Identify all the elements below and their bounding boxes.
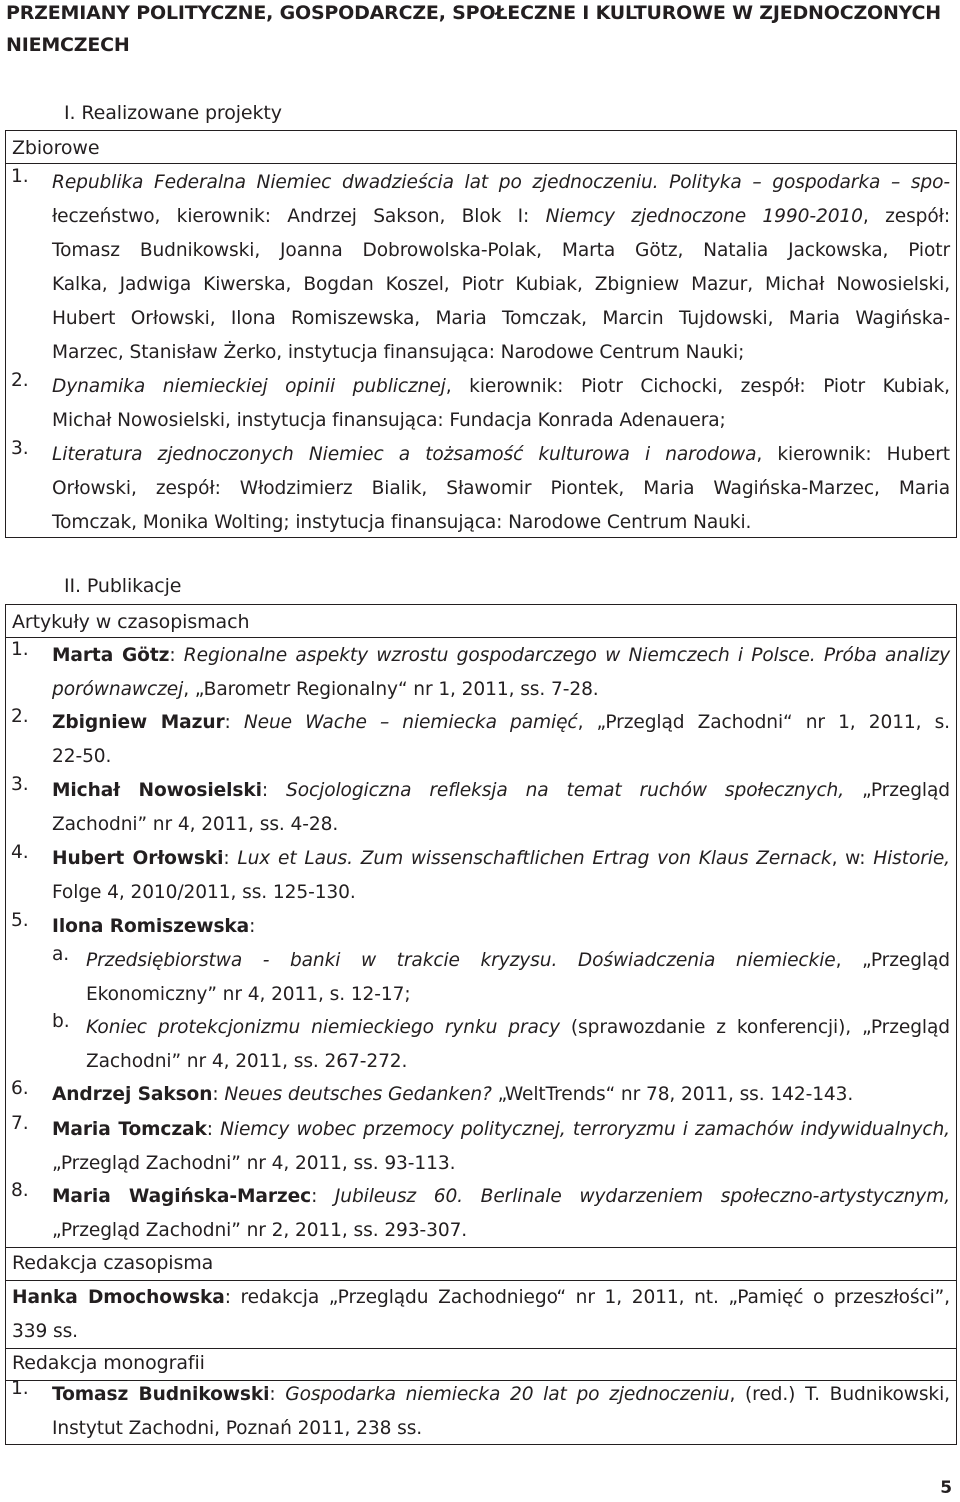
list-number: 1. xyxy=(11,1378,29,1399)
article-author: Maria Tomczak xyxy=(52,1119,207,1140)
articles-divider xyxy=(5,637,957,638)
article-author: Marta Götz xyxy=(52,645,170,666)
list-number: 3. xyxy=(11,774,29,795)
article-source: „WeltTrends“ nr 78, 2011, ss. 142-143. xyxy=(491,1084,854,1105)
article-title: Przedsiębiorstwa - banki w trakcie kryzysu. Doświadczenia niemieckie xyxy=(86,950,836,971)
monograph-title: Gospodarka niemiecka 20 lat po zjednoczeniu xyxy=(285,1384,730,1405)
monograph-item-1 xyxy=(6,1378,950,1446)
monographs-label: Redakcja monografii xyxy=(12,1352,205,1374)
article-source-cont: 22-50. xyxy=(52,746,112,767)
text-segment: , kierownik: Piotr Cichocki, zespół: Piotr Kubiak, xyxy=(445,376,950,397)
list-number: 7. xyxy=(11,1113,29,1134)
article-source-cont: Folge 4, 2010/2011, ss. 125-130. xyxy=(52,882,356,903)
article-author: Hubert Orłowski xyxy=(52,848,224,869)
article-item-4 xyxy=(6,842,950,910)
article-title: Niemcy wobec przemocy politycznej, terroryzmu i zamachów indywidualnych, xyxy=(220,1119,950,1140)
editorial-label: Redakcja czasopisma xyxy=(12,1252,214,1274)
page-number: 5 xyxy=(940,1478,952,1498)
list-number: 1. xyxy=(11,166,29,187)
text-line: Marzec, Stanisław Żerko, instytucja finansująca: Narodowe Centrum Nauki; xyxy=(52,342,745,363)
project-title: Literatura zjednoczonych Niemiec a tożsamość kulturowa i narodowa xyxy=(52,444,757,465)
article-source-cont: Zachodni” nr 4, 2011, ss. 4-28. xyxy=(52,814,339,835)
article-title: Jubileusz 60. Berlinale wydarzeniem społeczno-artystycznym, xyxy=(334,1186,950,1207)
source-title: Historie, xyxy=(873,848,950,869)
article-item-1 xyxy=(6,639,950,707)
article-author: Andrzej Sakson xyxy=(52,1084,213,1105)
separator: : xyxy=(311,1186,335,1207)
list-number: 8. xyxy=(11,1180,29,1201)
article-item-5 xyxy=(6,910,950,944)
editorial-item xyxy=(12,1281,950,1349)
list-number: 2. xyxy=(11,370,29,391)
article-title: Regionalne aspekty wzrostu gospodarczego w Niemczech i Polsce. Próba analizy xyxy=(183,645,950,666)
project-title: Dynamika niemieckiej opinii publicznej xyxy=(52,376,446,397)
article-author: Zbigniew Mazur xyxy=(52,712,225,733)
project-title: Republika Federalna Niemiec dwadzieścia lat po zjednoczeniu. Polityka – gospodarka – spo- xyxy=(52,172,950,193)
article-title-cont: porównawczej xyxy=(52,679,184,700)
text-line: Hubert Orłowski, Ilona Romiszewska, Maria Tomczak, Marcin Tujdowski, Maria Wagińska- xyxy=(52,308,950,329)
article-item-2 xyxy=(6,706,950,774)
article-subitem-a xyxy=(52,944,950,1012)
section-heading-publications: II. Publikacje xyxy=(64,575,182,597)
project-item-2 xyxy=(6,370,950,438)
separator: : xyxy=(206,1119,221,1140)
article-source: (sprawozdanie z konferencji), „Przegląd xyxy=(559,1017,950,1038)
separator: : xyxy=(223,848,238,869)
article-source: , „Przegląd xyxy=(835,950,950,971)
list-number: 5. xyxy=(11,910,29,931)
section-heading-projects: I. Realizowane projekty xyxy=(64,102,282,124)
article-item-6 xyxy=(6,1078,950,1112)
document-title-line-2: NIEMCZECH xyxy=(6,34,130,56)
editor-name: Hanka Dmochowska xyxy=(12,1287,225,1308)
article-author: Ilona Romiszewska xyxy=(52,916,250,937)
article-title: Neue Wache – niemiecka pamięć xyxy=(243,712,578,733)
article-item-7 xyxy=(6,1113,950,1181)
text-segment: , kierownik: Hubert xyxy=(756,444,950,465)
text-line: Kalka, Jadwiga Kiwerska, Bogdan Koszel, Piotr Kubiak, Zbigniew Mazur, Michał Nowosielski, xyxy=(52,274,950,295)
articles-label: Artykuły w czasopismach xyxy=(12,611,250,633)
article-source-cont: „Przegląd Zachodni” nr 4, 2011, ss. 93-113. xyxy=(52,1153,456,1174)
article-subitem-b xyxy=(52,1011,950,1079)
article-item-8 xyxy=(6,1180,950,1248)
editorial-text: : redakcja „Przeglądu Zachodniego“ nr 1, 2011, nt. „Pamięć o przeszłości”, xyxy=(224,1287,950,1308)
document-title-line-1: PRZEMIANY POLITYCZNE, GOSPODARCZE, SPOŁECZNE I KULTUROWE W ZJEDNOCZONYCH xyxy=(6,2,942,24)
article-source: , „Przegląd Zachodni“ nr 1, 2011, s. xyxy=(577,712,950,733)
editor-name: Tomasz Budnikowski xyxy=(52,1384,270,1405)
article-item-3 xyxy=(6,774,950,842)
list-number: 4. xyxy=(11,842,29,863)
projects-box-divider xyxy=(5,163,957,164)
separator: : xyxy=(261,780,287,801)
project-item-3 xyxy=(6,438,950,540)
text-line: Orłowski, zespół: Włodzimierz Bialik, Sławomir Piontek, Maria Wagińska-Marzec, Maria xyxy=(52,478,950,499)
projects-box-label: Zbiorowe xyxy=(12,137,100,159)
article-source: , „Barometr Regionalny“ nr 1, 2011, ss. 7-28. xyxy=(183,679,599,700)
project-item-1 xyxy=(6,166,950,370)
editorial-divider-top xyxy=(5,1247,957,1248)
text-segment: , w: xyxy=(831,848,874,869)
list-number: 3. xyxy=(11,438,29,459)
list-number: 2. xyxy=(11,706,29,727)
separator: : xyxy=(212,1084,225,1105)
text-segment: łeczeństwo, kierownik: Andrzej Sakson, Blok I: xyxy=(52,206,546,227)
separator: : xyxy=(249,916,256,937)
text-segment: , zespół: xyxy=(862,206,950,227)
article-title: Socjologiczna refleksja na temat ruchów społecznych, xyxy=(286,780,845,801)
article-source-cont: Zachodni” nr 4, 2011, ss. 267-272. xyxy=(86,1051,408,1072)
editorial-text-cont: 339 ss. xyxy=(12,1321,78,1342)
article-title: Lux et Laus. Zum wissenschaftlichen Ertrag von Klaus Zernack xyxy=(237,848,832,869)
list-letter: a. xyxy=(52,944,70,965)
article-source-cont: „Przegląd Zachodni” nr 2, 2011, ss. 293-307. xyxy=(52,1220,468,1241)
list-letter: b. xyxy=(52,1011,70,1032)
list-number: 1. xyxy=(11,639,29,660)
article-title: Koniec protekcjonizmu niemieckiego rynku pracy xyxy=(86,1017,560,1038)
list-number: 6. xyxy=(11,1078,29,1099)
article-source: „Przegląd xyxy=(844,780,950,801)
article-title: Neues deutsches Gedanken? xyxy=(224,1084,492,1105)
article-source-cont: Ekonomiczny” nr 4, 2011, s. 12-17; xyxy=(86,984,411,1005)
text-line: Michał Nowosielski, instytucja finansująca: Fundacja Konrada Adenauera; xyxy=(52,410,726,431)
project-subtitle: Niemcy zjednoczone 1990-2010 xyxy=(545,206,863,227)
separator: : xyxy=(269,1384,286,1405)
separator: : xyxy=(224,712,244,733)
text-line: Tomczak, Monika Wolting; instytucja finansująca: Narodowe Centrum Nauki. xyxy=(52,512,752,533)
text-line: Tomasz Budnikowski, Joanna Dobrowolska-Polak, Marta Götz, Natalia Jackowska, Piotr xyxy=(52,240,950,261)
separator: : xyxy=(169,645,184,666)
monographs-divider-top xyxy=(5,1348,957,1349)
article-author: Maria Wagińska-Marzec xyxy=(52,1186,312,1207)
monograph-source-cont: Instytut Zachodni, Poznań 2011, 238 ss. xyxy=(52,1418,423,1439)
article-author: Michał Nowosielski xyxy=(52,780,262,801)
monograph-source: , (red.) T. Budnikowski, xyxy=(729,1384,950,1405)
